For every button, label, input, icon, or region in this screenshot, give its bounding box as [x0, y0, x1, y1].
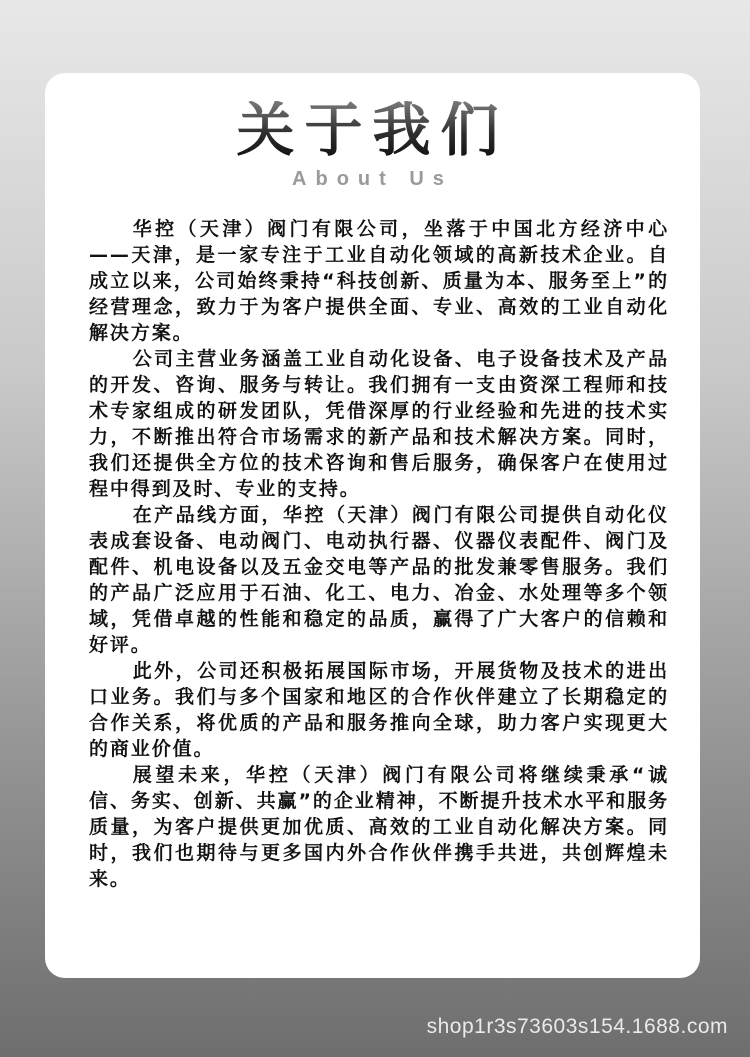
paragraph: 华控（天津）阀门有限公司，坐落于中国北方经济中心——天津，是一家专注于工业自动化领域的高新技术企业。自成立以来，公司始终秉持“科技创新、质量为本、服务至上”的经营理念，致力于为客户提供全面、专业、高效的工业自动化解决方案。: [89, 218, 669, 344]
shop-watermark: shop1r3s73603s154.1688.com: [426, 1015, 728, 1038]
page-title: 关于我们: [45, 101, 700, 159]
paragraph: 公司主营业务涵盖工业自动化设备、电子设备技术及产品的开发、咨询、服务与转让。我们拥有一支由资深工程师和技术专家组成的研发团队，凭借深厚的行业经验和先进的技术实力，不断推出符合市场需求的新产品和技术解决方案。同时，我们还提供全方位的技术咨询和售后服务，确保客户在使用过程中得到及时、专业的支持。: [89, 348, 669, 500]
paragraph: 展望未来，华控（天津）阀门有限公司将继续秉承“诚信、务实、创新、共赢”的企业精神，不断提升技术水平和服务质量，为客户提供更加优质、高效的工业自动化解决方案。同时，我们也期待与更多国内外合作伙伴携手共进，共创辉煌未来。: [89, 764, 669, 890]
paragraph: 在产品线方面，华控（天津）阀门有限公司提供自动化仪表成套设备、电动阀门、电动执行器、仪器仪表配件、阀门及配件、机电设备以及五金交电等产品的批发兼零售服务。我们的产品广泛应用于石油、化工、电力、冶金、水处理等多个领域，凭借卓越的性能和稳定的品质，赢得了广大客户的信赖和好评。: [89, 504, 669, 656]
page-subtitle: About Us: [292, 168, 453, 190]
paragraph: 此外，公司还积极拓展国际市场，开展货物及技术的进出口业务。我们与多个国家和地区的合作伙伴建立了长期稳定的合作关系，将优质的产品和服务推向全球，助力客户实现更大的商业价值。: [89, 660, 669, 760]
body-text: [89, 216, 669, 892]
about-card: [45, 73, 700, 978]
